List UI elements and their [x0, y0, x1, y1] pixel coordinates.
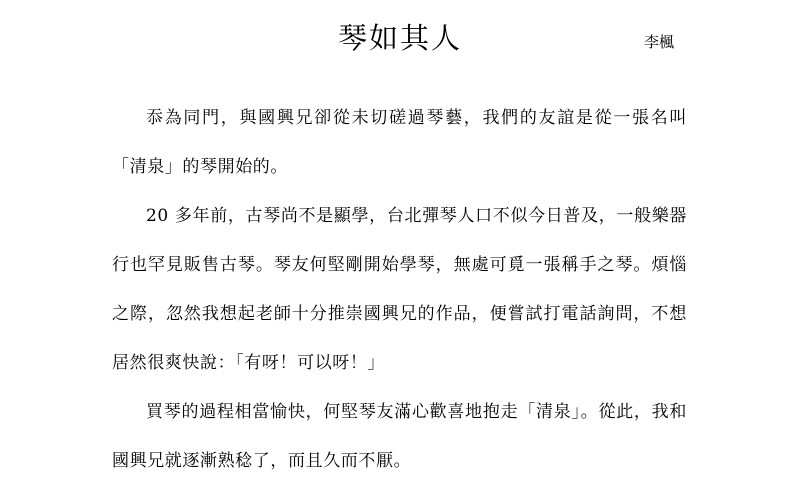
paragraph: 忝為同門，與國興兄卻從未切磋過琴藝，我們的友誼是從一張名叫「清泉」的琴開始的。: [112, 108, 687, 177]
paragraph: 20 多年前，古琴尚不是顯學，台北彈琴人口不似今日普及，一般樂器行也罕見販售古琴。琴友何堅剛開始學琴，無處可覓一張稱手之琴。煩惱之際，忽然我想起老師十分推崇國興兄的作品，便嘗試打電話詢問，不想居然很爽快說：「有呀！可以呀！」: [112, 206, 687, 373]
article-body: [112, 94, 687, 486]
author-name: 李楓: [644, 33, 675, 51]
article-title: 琴如其人: [337, 21, 462, 55]
paragraph: 買琴的過程相當愉快，何堅琴友滿心歡喜地抱走「清泉」。從此，我和國興兄就逐漸熟稔了，而且久而不厭。: [112, 402, 687, 471]
